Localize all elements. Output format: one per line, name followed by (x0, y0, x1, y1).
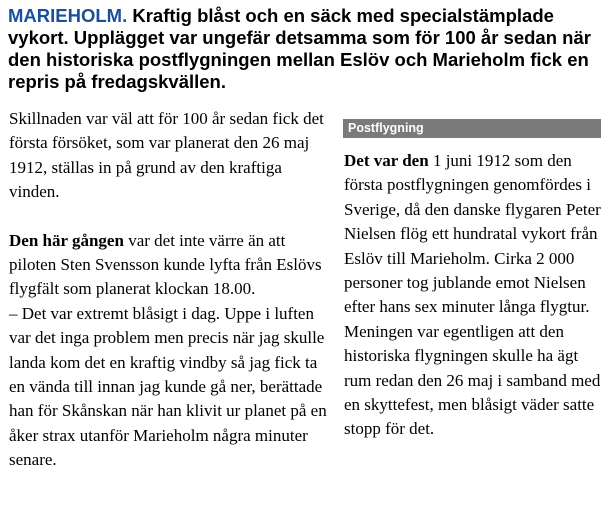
dateline-place: MARIEHOLM. (8, 5, 128, 26)
factbox-lead-in: Det var den (344, 151, 429, 170)
factbox-text: 1 juni 1912 som den första postflygningen genomfördes i Sverige, då den danske flygaren Peter Nielsen flög ett hundratal vykort från Eslöv till Marieholm. Cirka 2 000 personer tog jublande emot Nielsen efter hans sex minuter långa flygtur. (344, 151, 601, 317)
body-paragraph-1: Skillnaden var väl att för 100 år sedan fick det första försöket, som var planerat den 26 maj 1912, ställas in på grund av den kraftiga vinden. (9, 109, 324, 202)
factbox-header: Postflygning (343, 119, 601, 138)
article-body (9, 107, 334, 473)
factbox (343, 119, 601, 442)
body-paragraph-2 (9, 229, 334, 302)
paragraph-lead-in: Den här gången (9, 230, 124, 250)
lead-text: Kraftig blåst och en säck med specialstämplade vykort. Upplägget var ungefär detsamma som för 100 år sedan när den historiska postflygningen mellan Eslöv och Marieholm fick en repris på fredagskvällen. (8, 5, 591, 92)
article-lead (8, 5, 604, 93)
body-paragraph-3: – Det var extremt blåsigt i dag. Uppe i luften var det inga problem men precis när jag skulle landa kom det en kraftig vindby så jag fick ta en vända till innan jag kunde gå ner, berättade han för Skånskan när han klivit ur planet på en åker strax utanför Marieholm några minuter senare. (9, 303, 327, 470)
factbox-paragraph-2: Meningen var egentligen att den historiska flygningen skulle ha ägt rum redan den 26 maj i samband med en skyttefest, men blåsigt väder satte stopp för det. (344, 321, 601, 439)
factbox-paragraph-1 (344, 149, 601, 320)
factbox-body (343, 149, 601, 442)
paragraph-text: var det inte värre än att piloten Sten Svensson kunde lyfta från Eslövs flygfält som planerat klockan 18.00. (9, 230, 322, 299)
